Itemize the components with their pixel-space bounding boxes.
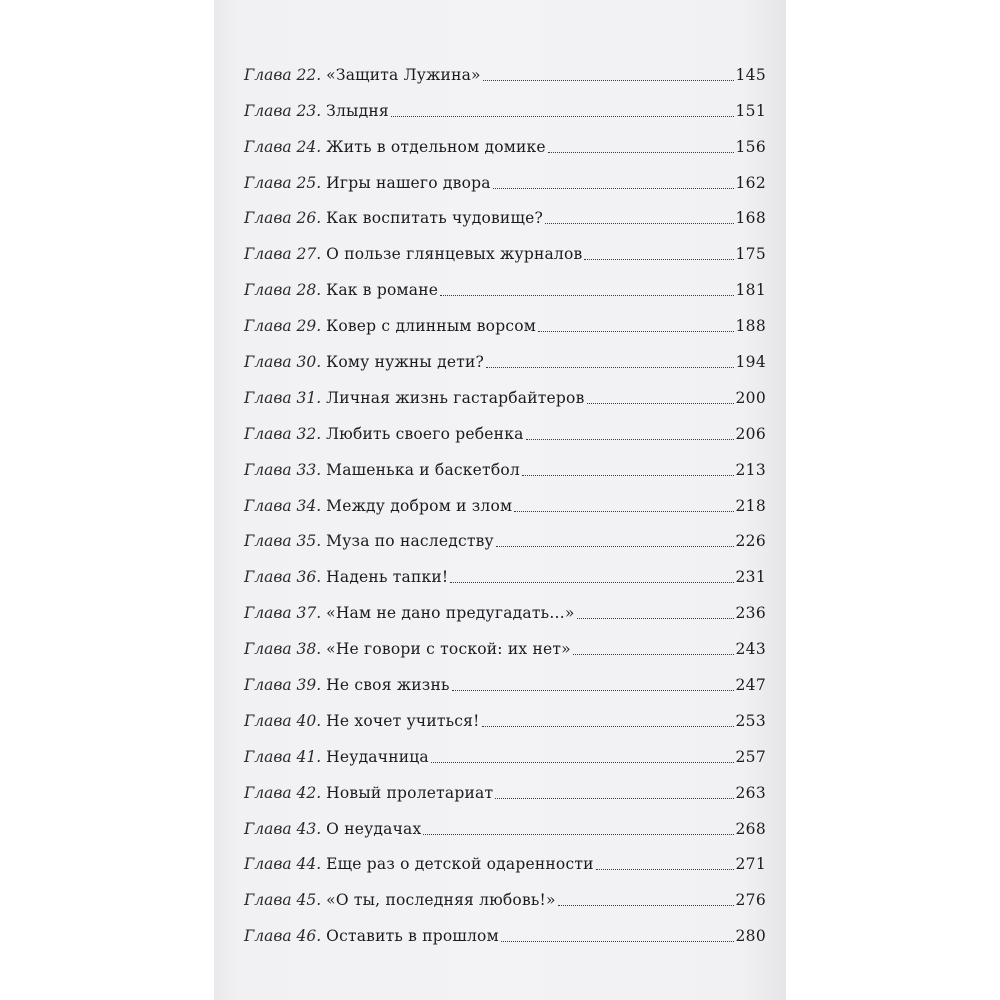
toc-entry [244,771,766,807]
chapter-label: Глава 40. [244,711,322,730]
toc-entry [244,376,766,412]
page-number: 280 [735,927,766,946]
chapter-title: Муза по наследству [326,532,494,551]
dot-leader [577,618,734,619]
page-number: 213 [735,460,766,479]
toc-entry [244,555,766,591]
toc-entry [244,268,766,304]
chapter-label: Глава 30. [244,353,322,372]
chapter-title: «О ты, последняя любовь!» [326,891,556,910]
dot-leader [495,798,733,799]
page-number: 188 [735,317,766,336]
toc-entry [244,663,766,699]
chapter-title: Оставить в прошлом [326,927,499,946]
chapter-label: Глава 37. [244,604,322,623]
toc-entry [244,197,766,233]
chapter-title: «Защита Лужина» [326,65,481,84]
page-number: 194 [735,353,766,372]
dot-leader [501,941,734,942]
page-number: 226 [735,532,766,551]
chapter-label: Глава 23. [244,101,322,120]
chapter-title: Не своя жизнь [326,676,450,695]
chapter-label: Глава 38. [244,640,322,659]
chapter-label: Глава 34. [244,496,322,515]
toc-entry [244,591,766,627]
dot-leader [587,403,734,404]
toc-entry [244,304,766,340]
chapter-title: О пользе глянцевых журналов [326,245,583,264]
toc-entry [244,914,766,950]
chapter-label: Глава 22. [244,65,322,84]
toc-entry [244,878,766,914]
chapter-title: Новый пролетариат [326,783,494,802]
chapter-label: Глава 39. [244,676,322,695]
chapter-label: Глава 31. [244,388,322,407]
page-number: 231 [735,568,766,587]
chapter-label: Глава 45. [244,891,322,910]
dot-leader [514,511,733,512]
chapter-label: Глава 43. [244,819,322,838]
chapter-title: Как воспитать чудовище? [326,209,543,228]
page-number: 257 [735,747,766,766]
toc-entry [244,484,766,520]
chapter-title: Неудачница [326,747,429,766]
dot-leader [486,367,733,368]
chapter-label: Глава 46. [244,927,322,946]
chapter-label: Глава 36. [244,568,322,587]
page-number: 206 [735,424,766,443]
page-number: 218 [735,496,766,515]
dot-leader [391,116,734,117]
page-number: 181 [735,281,766,300]
chapter-title: Жить в отдельном домике [326,137,546,156]
dot-leader [496,546,734,547]
page-number: 175 [735,245,766,264]
page-number: 168 [735,209,766,228]
dot-leader [596,869,734,870]
dot-leader [482,726,734,727]
chapter-title: «Нам не дано предугадать…» [326,604,575,623]
chapter-label: Глава 42. [244,783,322,802]
book-page [214,0,786,1000]
toc-entry [244,448,766,484]
toc-entry [244,807,766,843]
chapter-title: Злыдня [326,101,389,120]
table-of-contents [244,53,766,950]
chapter-label: Глава 27. [244,245,322,264]
chapter-title: Еще раз о детской одаренности [326,855,594,874]
dot-leader [526,439,734,440]
page-number: 271 [735,855,766,874]
chapter-title: Как в романе [326,281,439,300]
chapter-label: Глава 26. [244,209,322,228]
dot-leader [431,762,734,763]
chapter-title: Ковер с длинным ворсом [326,317,536,336]
dot-leader [483,80,734,81]
dot-leader [450,582,733,583]
dot-leader [423,834,733,835]
toc-entry [244,340,766,376]
chapter-title: О неудачах [326,819,422,838]
chapter-title: «Не говори с тоской: их нет» [326,640,571,659]
page-number: 236 [735,604,766,623]
chapter-label: Глава 28. [244,281,322,300]
chapter-label: Глава 41. [244,747,322,766]
page-number: 145 [735,65,766,84]
page-number: 276 [735,891,766,910]
dot-leader [558,905,734,906]
chapter-label: Глава 24. [244,137,322,156]
chapter-title: Не хочет учиться! [326,711,480,730]
toc-entry [244,699,766,735]
page-number: 263 [735,783,766,802]
page-number: 151 [735,101,766,120]
toc-entry [244,843,766,879]
dot-leader [573,654,734,655]
dot-leader [548,152,734,153]
toc-entry [244,53,766,89]
toc-entry [244,627,766,663]
page-number: 247 [735,676,766,695]
chapter-label: Глава 32. [244,424,322,443]
chapter-title: Между добром и злом [326,496,513,515]
chapter-title: Кому нужны дети? [326,353,485,372]
chapter-title: Личная жизнь гастарбайтеров [326,388,585,407]
page-number: 243 [735,640,766,659]
chapter-title: Любить своего ребенка [326,424,524,443]
chapter-label: Глава 25. [244,173,322,192]
chapter-title: Надень тапки! [326,568,449,587]
chapter-title: Машенька и баскетбол [326,460,520,479]
page-number: 268 [735,819,766,838]
page-number: 162 [735,173,766,192]
toc-entry [244,161,766,197]
toc-entry [244,125,766,161]
dot-leader [584,259,733,260]
toc-entry [244,520,766,556]
toc-entry [244,412,766,448]
chapter-label: Глава 29. [244,317,322,336]
toc-entry [244,89,766,125]
toc-entry [244,735,766,771]
chapter-label: Глава 44. [244,855,322,874]
chapter-label: Глава 35. [244,532,322,551]
dot-leader [522,475,734,476]
page-number: 156 [735,137,766,156]
chapter-label: Глава 33. [244,460,322,479]
dot-leader [493,188,734,189]
dot-leader [440,295,733,296]
dot-leader [538,331,734,332]
chapter-title: Игры нашего двора [326,173,491,192]
page-number: 253 [735,711,766,730]
page-number: 200 [735,388,766,407]
toc-entry [244,232,766,268]
dot-leader [452,690,734,691]
dot-leader [545,223,734,224]
